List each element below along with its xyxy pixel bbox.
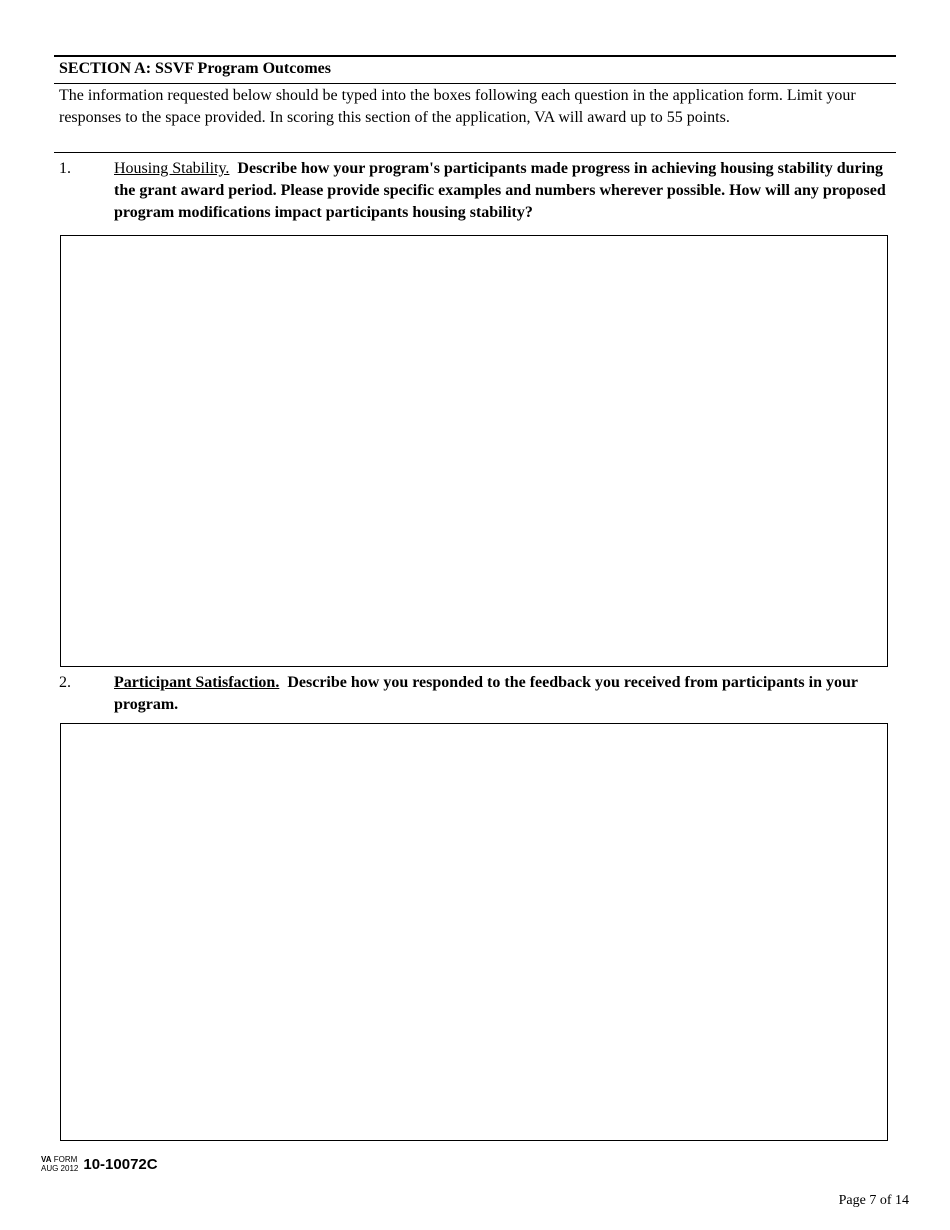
form-word: FORM xyxy=(53,1155,78,1164)
form-label-stack xyxy=(41,1155,78,1173)
va-form-label xyxy=(41,1155,78,1164)
question-1-answer-box[interactable] xyxy=(60,235,888,667)
form-number: 10-10072C xyxy=(83,1156,158,1173)
question-2-text xyxy=(114,672,896,716)
form-date: AUG 2012 xyxy=(41,1164,79,1173)
section-heading-rule xyxy=(54,83,896,84)
section-top-rule xyxy=(54,55,896,57)
question-2-number: 2. xyxy=(59,674,71,691)
page-number: Page 7 of 14 xyxy=(838,1193,909,1208)
section-heading: SECTION A: SSVF Program Outcomes xyxy=(59,60,331,77)
question-2-title: Participant Satisfaction. xyxy=(114,674,280,691)
question-1-title: Housing Stability. xyxy=(114,160,230,177)
va-label: VA xyxy=(41,1155,52,1164)
question-1-body: Describe how your program's participants made progress in achieving housing stability during the grant award period. Please provide specific examples and numbers wherever possible. How will any proposed program modifications impact participants housing stability? xyxy=(114,160,886,221)
section-instructions: The information requested below should be typed into the boxes following each question in the application form. Limit your responses to the space provided. In scoring this section of the application, VA will award up to 55 points. xyxy=(59,87,856,126)
instructions-rule xyxy=(54,152,896,153)
question-2-answer-box[interactable] xyxy=(60,723,888,1141)
question-1-number: 1. xyxy=(59,160,71,177)
question-1-text xyxy=(114,158,896,224)
form-identifier xyxy=(41,1155,158,1173)
question-2-body: Describe how you responded to the feedback you received from participants in your program. xyxy=(114,674,858,713)
